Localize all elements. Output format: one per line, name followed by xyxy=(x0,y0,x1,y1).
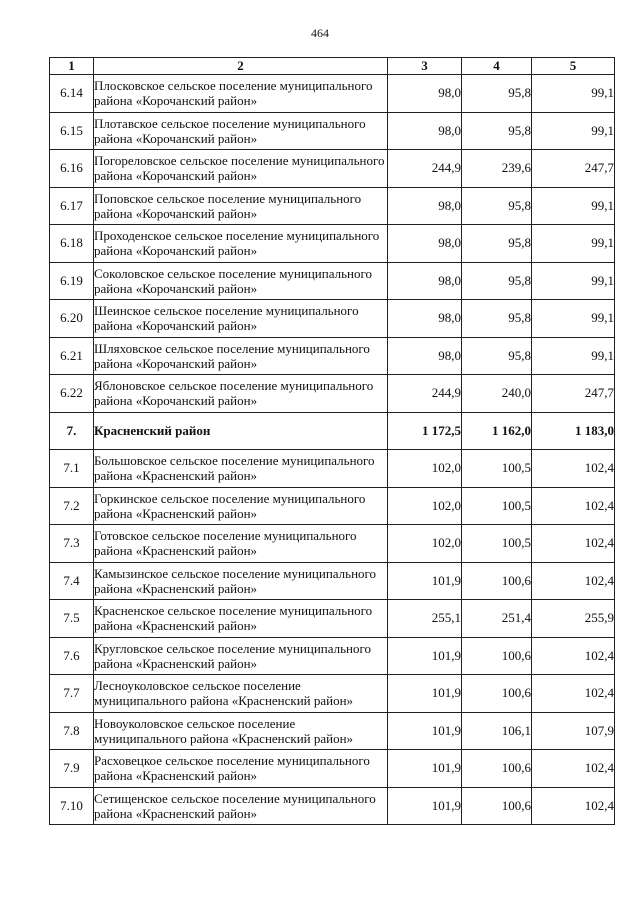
row-value-5: 99,1 xyxy=(532,112,615,150)
row-name: Лесноуколовское сельское поселение муниципального района «Красненский район» xyxy=(94,675,388,713)
row-number: 7.9 xyxy=(50,750,94,788)
row-name: Готовское сельское поселение муниципального района «Красненский район» xyxy=(94,525,388,563)
column-header: 4 xyxy=(462,58,532,75)
row-number: 7.8 xyxy=(50,712,94,750)
row-value-5: 102,4 xyxy=(532,750,615,788)
row-number: 7. xyxy=(50,412,94,450)
row-value-3: 102,0 xyxy=(388,487,462,525)
row-number: 7.10 xyxy=(50,787,94,825)
row-number: 7.2 xyxy=(50,487,94,525)
budget-table xyxy=(49,57,615,825)
row-name: Кругловское сельское поселение муниципального района «Красненский район» xyxy=(94,637,388,675)
row-value-3: 1 172,5 xyxy=(388,412,462,450)
row-value-3: 255,1 xyxy=(388,600,462,638)
table-row xyxy=(50,450,615,488)
row-value-5: 99,1 xyxy=(532,187,615,225)
row-value-3: 101,9 xyxy=(388,562,462,600)
column-header: 1 xyxy=(50,58,94,75)
row-value-3: 244,9 xyxy=(388,375,462,413)
table-row xyxy=(50,637,615,675)
row-value-3: 101,9 xyxy=(388,787,462,825)
row-value-5: 102,4 xyxy=(532,675,615,713)
column-header: 2 xyxy=(94,58,388,75)
row-value-4: 239,6 xyxy=(462,150,532,188)
row-value-4: 100,6 xyxy=(462,562,532,600)
row-value-5: 247,7 xyxy=(532,150,615,188)
row-value-4: 100,6 xyxy=(462,787,532,825)
row-value-3: 98,0 xyxy=(388,225,462,263)
row-value-5: 1 183,0 xyxy=(532,412,615,450)
page-number: 464 xyxy=(311,26,329,40)
table-row xyxy=(50,712,615,750)
row-value-5: 102,4 xyxy=(532,787,615,825)
table-row xyxy=(50,337,615,375)
row-value-5: 99,1 xyxy=(532,300,615,338)
row-name: Большовское сельское поселение муниципального района «Красненский район» xyxy=(94,450,388,488)
row-value-3: 98,0 xyxy=(388,75,462,113)
row-name: Красненский район xyxy=(94,412,388,450)
row-value-3: 101,9 xyxy=(388,637,462,675)
row-value-5: 102,4 xyxy=(532,450,615,488)
row-value-4: 95,8 xyxy=(462,300,532,338)
column-header: 3 xyxy=(388,58,462,75)
table-row xyxy=(50,262,615,300)
row-number: 6.19 xyxy=(50,262,94,300)
row-number: 7.4 xyxy=(50,562,94,600)
row-value-5: 247,7 xyxy=(532,375,615,413)
header-row xyxy=(50,58,615,75)
table-row xyxy=(50,112,615,150)
row-name: Поповское сельское поселение муниципального района «Корочанский район» xyxy=(94,187,388,225)
row-value-4: 100,6 xyxy=(462,675,532,713)
row-value-3: 102,0 xyxy=(388,525,462,563)
table-row xyxy=(50,225,615,263)
row-value-4: 95,8 xyxy=(462,337,532,375)
row-number: 7.3 xyxy=(50,525,94,563)
row-number: 7.6 xyxy=(50,637,94,675)
row-name: Шеинское сельское поселение муниципального района «Корочанский район» xyxy=(94,300,388,338)
row-number: 6.15 xyxy=(50,112,94,150)
row-value-4: 251,4 xyxy=(462,600,532,638)
row-value-5: 99,1 xyxy=(532,337,615,375)
table-row xyxy=(50,787,615,825)
row-value-5: 102,4 xyxy=(532,637,615,675)
row-number: 6.18 xyxy=(50,225,94,263)
column-header: 5 xyxy=(532,58,615,75)
row-value-5: 255,9 xyxy=(532,600,615,638)
row-value-3: 98,0 xyxy=(388,262,462,300)
row-value-4: 100,5 xyxy=(462,487,532,525)
row-value-5: 107,9 xyxy=(532,712,615,750)
table-body xyxy=(50,75,615,825)
row-number: 6.22 xyxy=(50,375,94,413)
row-value-3: 98,0 xyxy=(388,300,462,338)
row-value-5: 102,4 xyxy=(532,525,615,563)
row-value-4: 100,6 xyxy=(462,637,532,675)
table-row xyxy=(50,600,615,638)
row-number: 6.21 xyxy=(50,337,94,375)
row-name: Соколовское сельское поселение муниципального района «Корочанский район» xyxy=(94,262,388,300)
row-name: Плосковское сельское поселение муниципального района «Корочанский район» xyxy=(94,75,388,113)
row-value-3: 98,0 xyxy=(388,187,462,225)
row-number: 6.20 xyxy=(50,300,94,338)
table-row xyxy=(50,562,615,600)
row-number: 7.5 xyxy=(50,600,94,638)
row-value-5: 99,1 xyxy=(532,75,615,113)
row-value-4: 95,8 xyxy=(462,225,532,263)
table-row xyxy=(50,375,615,413)
table-row xyxy=(50,187,615,225)
row-name: Плотавское сельское поселение муниципального района «Корочанский район» xyxy=(94,112,388,150)
row-name: Горкинское сельское поселение муниципального района «Красненский район» xyxy=(94,487,388,525)
row-value-3: 98,0 xyxy=(388,337,462,375)
table-row xyxy=(50,525,615,563)
table-row xyxy=(50,75,615,113)
table-row xyxy=(50,300,615,338)
row-number: 6.14 xyxy=(50,75,94,113)
row-value-3: 102,0 xyxy=(388,450,462,488)
row-number: 6.16 xyxy=(50,150,94,188)
row-number: 7.1 xyxy=(50,450,94,488)
row-number: 7.7 xyxy=(50,675,94,713)
row-value-4: 100,5 xyxy=(462,525,532,563)
row-value-3: 101,9 xyxy=(388,675,462,713)
row-value-5: 102,4 xyxy=(532,562,615,600)
row-name: Сетищенское сельское поселение муниципального района «Красненский район» xyxy=(94,787,388,825)
row-value-5: 102,4 xyxy=(532,487,615,525)
row-value-4: 100,6 xyxy=(462,750,532,788)
row-value-3: 98,0 xyxy=(388,112,462,150)
table-row xyxy=(50,150,615,188)
row-value-4: 95,8 xyxy=(462,75,532,113)
row-value-4: 106,1 xyxy=(462,712,532,750)
row-name: Яблоновское сельское поселение муниципального района «Корочанский район» xyxy=(94,375,388,413)
row-name: Расховецкое сельское поселение муниципального района «Красненский район» xyxy=(94,750,388,788)
row-name: Новоуколовское сельское поселение муниципального района «Красненский район» xyxy=(94,712,388,750)
row-value-3: 244,9 xyxy=(388,150,462,188)
table-row xyxy=(50,412,615,450)
row-name: Шляховское сельское поселение муниципального района «Корочанский район» xyxy=(94,337,388,375)
table-row xyxy=(50,750,615,788)
row-value-4: 95,8 xyxy=(462,112,532,150)
row-value-5: 99,1 xyxy=(532,225,615,263)
row-number: 6.17 xyxy=(50,187,94,225)
row-name: Проходенское сельское поселение муниципального района «Корочанский район» xyxy=(94,225,388,263)
row-name: Красненское сельское поселение муниципального района «Красненский район» xyxy=(94,600,388,638)
row-value-4: 240,0 xyxy=(462,375,532,413)
table-row xyxy=(50,487,615,525)
row-value-4: 95,8 xyxy=(462,187,532,225)
row-value-4: 95,8 xyxy=(462,262,532,300)
row-value-4: 1 162,0 xyxy=(462,412,532,450)
row-value-5: 99,1 xyxy=(532,262,615,300)
row-name: Камызинское сельское поселение муниципального района «Красненский район» xyxy=(94,562,388,600)
row-name: Погореловское сельское поселение муниципального района «Корочанский район» xyxy=(94,150,388,188)
table-row xyxy=(50,675,615,713)
row-value-3: 101,9 xyxy=(388,750,462,788)
row-value-3: 101,9 xyxy=(388,712,462,750)
row-value-4: 100,5 xyxy=(462,450,532,488)
